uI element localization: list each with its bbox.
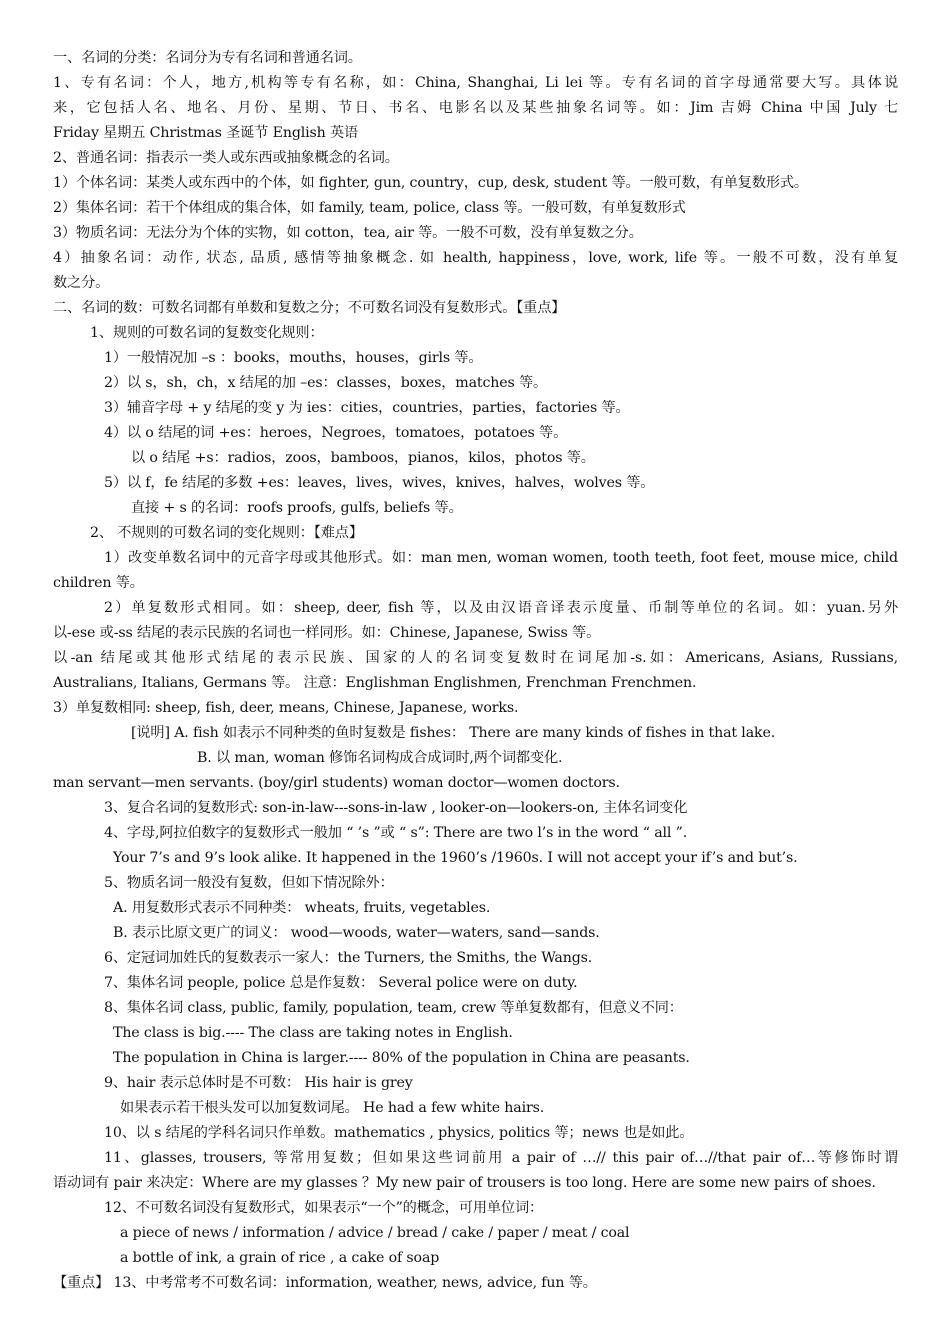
example-line: man servant—men servants. (boy/girl students) woman doctor—women doctors. xyxy=(53,775,620,791)
list-item: 9、hair 表示总体时是不可数： His hair is grey xyxy=(104,1075,413,1091)
example-line: A. 用复数形式表示不同种类： wheats, fruits, vegetables. xyxy=(113,900,491,916)
list-item: 5）以 f，fe 结尾的多数 +es：leaves，lives，wives，knives，halves，wolves 等。 xyxy=(104,475,655,491)
example-line: a piece of news / information / advice / bread / cake / paper / meat / coal xyxy=(120,1225,630,1241)
subheading-line: 2、 不规则的可数名词的变化规则：【难点】 xyxy=(90,525,363,541)
paragraph-line: 数之分。 xyxy=(53,275,110,291)
example-line: Your 7’s and 9’s look alike. It happened in the 1960’s /1960s. I will not accept your if’s and but’s. xyxy=(113,850,798,866)
list-item: 11、glasses, trousers, 等常用复数；但如果这些词前用 a pair of …// this pair of…//that pair of…等修饰时谓 xyxy=(104,1150,898,1166)
list-item: 1）改变单数名词中的元音字母或其他形式。如：man men, woman women, tooth teeth, foot feet, mouse mice, child xyxy=(104,550,898,566)
list-item: 2）以 s，sh，ch，x 结尾的加 –es：classes，boxes，matches 等。 xyxy=(104,375,548,391)
paragraph-line: 1、专有名词：个人，地方,机构等专有名称，如：China, Shanghai, Li lei 等。专有名词的首字母通常要大写。具体说 xyxy=(53,75,898,91)
list-item: 4）以 o 结尾的词 +es：heroes，Negroes，tomatoes，potatoes 等。 xyxy=(104,425,568,441)
paragraph-line: 来，它包括人名、地名、月份、星期、节日、书名、电影名以及某些抽象名词等。如：Jim 吉姆 China 中国 July 七 xyxy=(53,100,898,116)
list-item: 5、物质名词一般没有复数，但如下情况除外： xyxy=(104,875,394,891)
paragraph-line: 4）抽象名词：动作, 状态, 品质, 感情等抽象概念. 如 health, happiness，love, work, life 等。一般不可数，没有单复 xyxy=(53,250,898,266)
list-item: 1）一般情况加 –s ：books，mouths，houses，girls 等。 xyxy=(104,350,483,366)
section-heading-noun-number: 二、名词的数：可数名词都有单数和复数之分；不可数名词没有复数形式。【重点】 xyxy=(53,300,566,316)
paragraph-line: 1）个体名词：某类人或东西中的个体，如 fighter, gun, country，cup, desk, student 等。一般可数，有单复数形式。 xyxy=(53,175,808,191)
note-line: B. 以 man, woman 修饰名词构成合成词时,两个词都变化. xyxy=(197,750,563,766)
paragraph-line: 2）集体名词：若干个体组成的集合体，如 family, team, police, class 等。一般可数，有单复数形式 xyxy=(53,200,686,216)
list-item: 以 o 结尾 +s：radios，zoos，bamboos，pianos，kilos，photos 等。 xyxy=(131,450,595,466)
list-item: 2）单复数形式相同。如：sheep, deer, fish 等，以及由汉语音译表示度量、币制等单位的名词。如：yuan.另外 xyxy=(104,600,898,616)
example-line: The population in China is larger.---- 80% of the population in China are peasants. xyxy=(113,1050,690,1066)
paragraph-line: 语动词有 pair 来决定：Where are my glasses ？My new pair of trousers is too long. Here are some new pairs of shoes. xyxy=(53,1175,876,1191)
list-item: 12、不可数名词没有复数形式，如果表示“一个”的概念，可用单位词： xyxy=(104,1200,544,1216)
list-item: 3）辅音字母 + y 结尾的变 y 为 ies：cities，countries，parties，factories 等。 xyxy=(104,400,630,416)
paragraph-line: 以-ese 或-ss 结尾的表示民族的名词也一样同形。如：Chinese, Japanese, Swiss 等。 xyxy=(53,625,601,641)
example-line: B. 表示比原文更广的词义： wood—woods, water—waters, sand—sands. xyxy=(113,925,600,941)
list-item: 8、集体名词 class, public, family, population, team, crew 等单复数都有，但意义不同： xyxy=(104,1000,683,1016)
paragraph-line: 3）单复数相同: sheep, fish, deer, means, Chinese, Japanese, works. xyxy=(53,700,519,716)
paragraph-line: 3）物质名词：无法分为个体的实物，如 cotton，tea, air 等。一般不可数，没有单复数之分。 xyxy=(53,225,643,241)
section-heading-noun-classification: 一、名词的分类：名词分为专有名词和普通名词。 xyxy=(53,50,362,66)
list-item: 10、以 s 结尾的学科名词只作单数。mathematics , physics, politics 等；news 也是如此。 xyxy=(104,1125,694,1141)
subheading-line: 1、规则的可数名词的复数变化规则： xyxy=(90,325,324,341)
note-line: [说明] A. fish 如表示不同种类的鱼时复数是 fishes： There are many kinds of fishes in that lake. xyxy=(131,725,776,741)
example-line: 如果表示若干根头发可以加复数词尾。 He had a few white hairs. xyxy=(120,1100,545,1116)
list-item: 7、集体名词 people, police 总是作复数： Several police were on duty. xyxy=(104,975,578,991)
example-line: The class is big.---- The class are taking notes in English. xyxy=(113,1025,513,1041)
paragraph-line: Australians, Italians, Germans 等。 注意：Englishman Englishmen, Frenchman Frenchmen. xyxy=(53,675,697,691)
list-item: 【重点】 13、中考常考不可数名词：information, weather, news, advice, fun 等。 xyxy=(53,1275,597,1291)
list-item: 直接 + s 的名词：roofs proofs, gulfs, beliefs 等。 xyxy=(131,500,463,516)
list-item: 3、复合名词的复数形式: son-in-law---sons-in-law , looker-on—lookers-on, 主体名词变化 xyxy=(104,800,688,816)
paragraph-line: 以-an 结尾或其他形式结尾的表示民族、国家的人的名词变复数时在词尾加-s.如：Americans, Asians, Russians, xyxy=(53,650,898,666)
paragraph-line: children 等。 xyxy=(53,575,144,591)
paragraph-line: 2、普通名词：指表示一类人或东西或抽象概念的名词。 xyxy=(53,150,399,166)
paragraph-line: Friday 星期五 Christmas 圣诞节 English 英语 xyxy=(53,125,359,141)
example-line: a bottle of ink, a grain of rice , a cake of soap xyxy=(120,1250,440,1266)
list-item: 6、定冠词加姓氏的复数表示一家人：the Turners, the Smiths, the Wangs. xyxy=(104,950,593,966)
list-item: 4、字母,阿拉伯数字的复数形式一般加 “ ’s ”或 “ s”: There are two l’s in the word “ all ”. xyxy=(104,825,688,841)
